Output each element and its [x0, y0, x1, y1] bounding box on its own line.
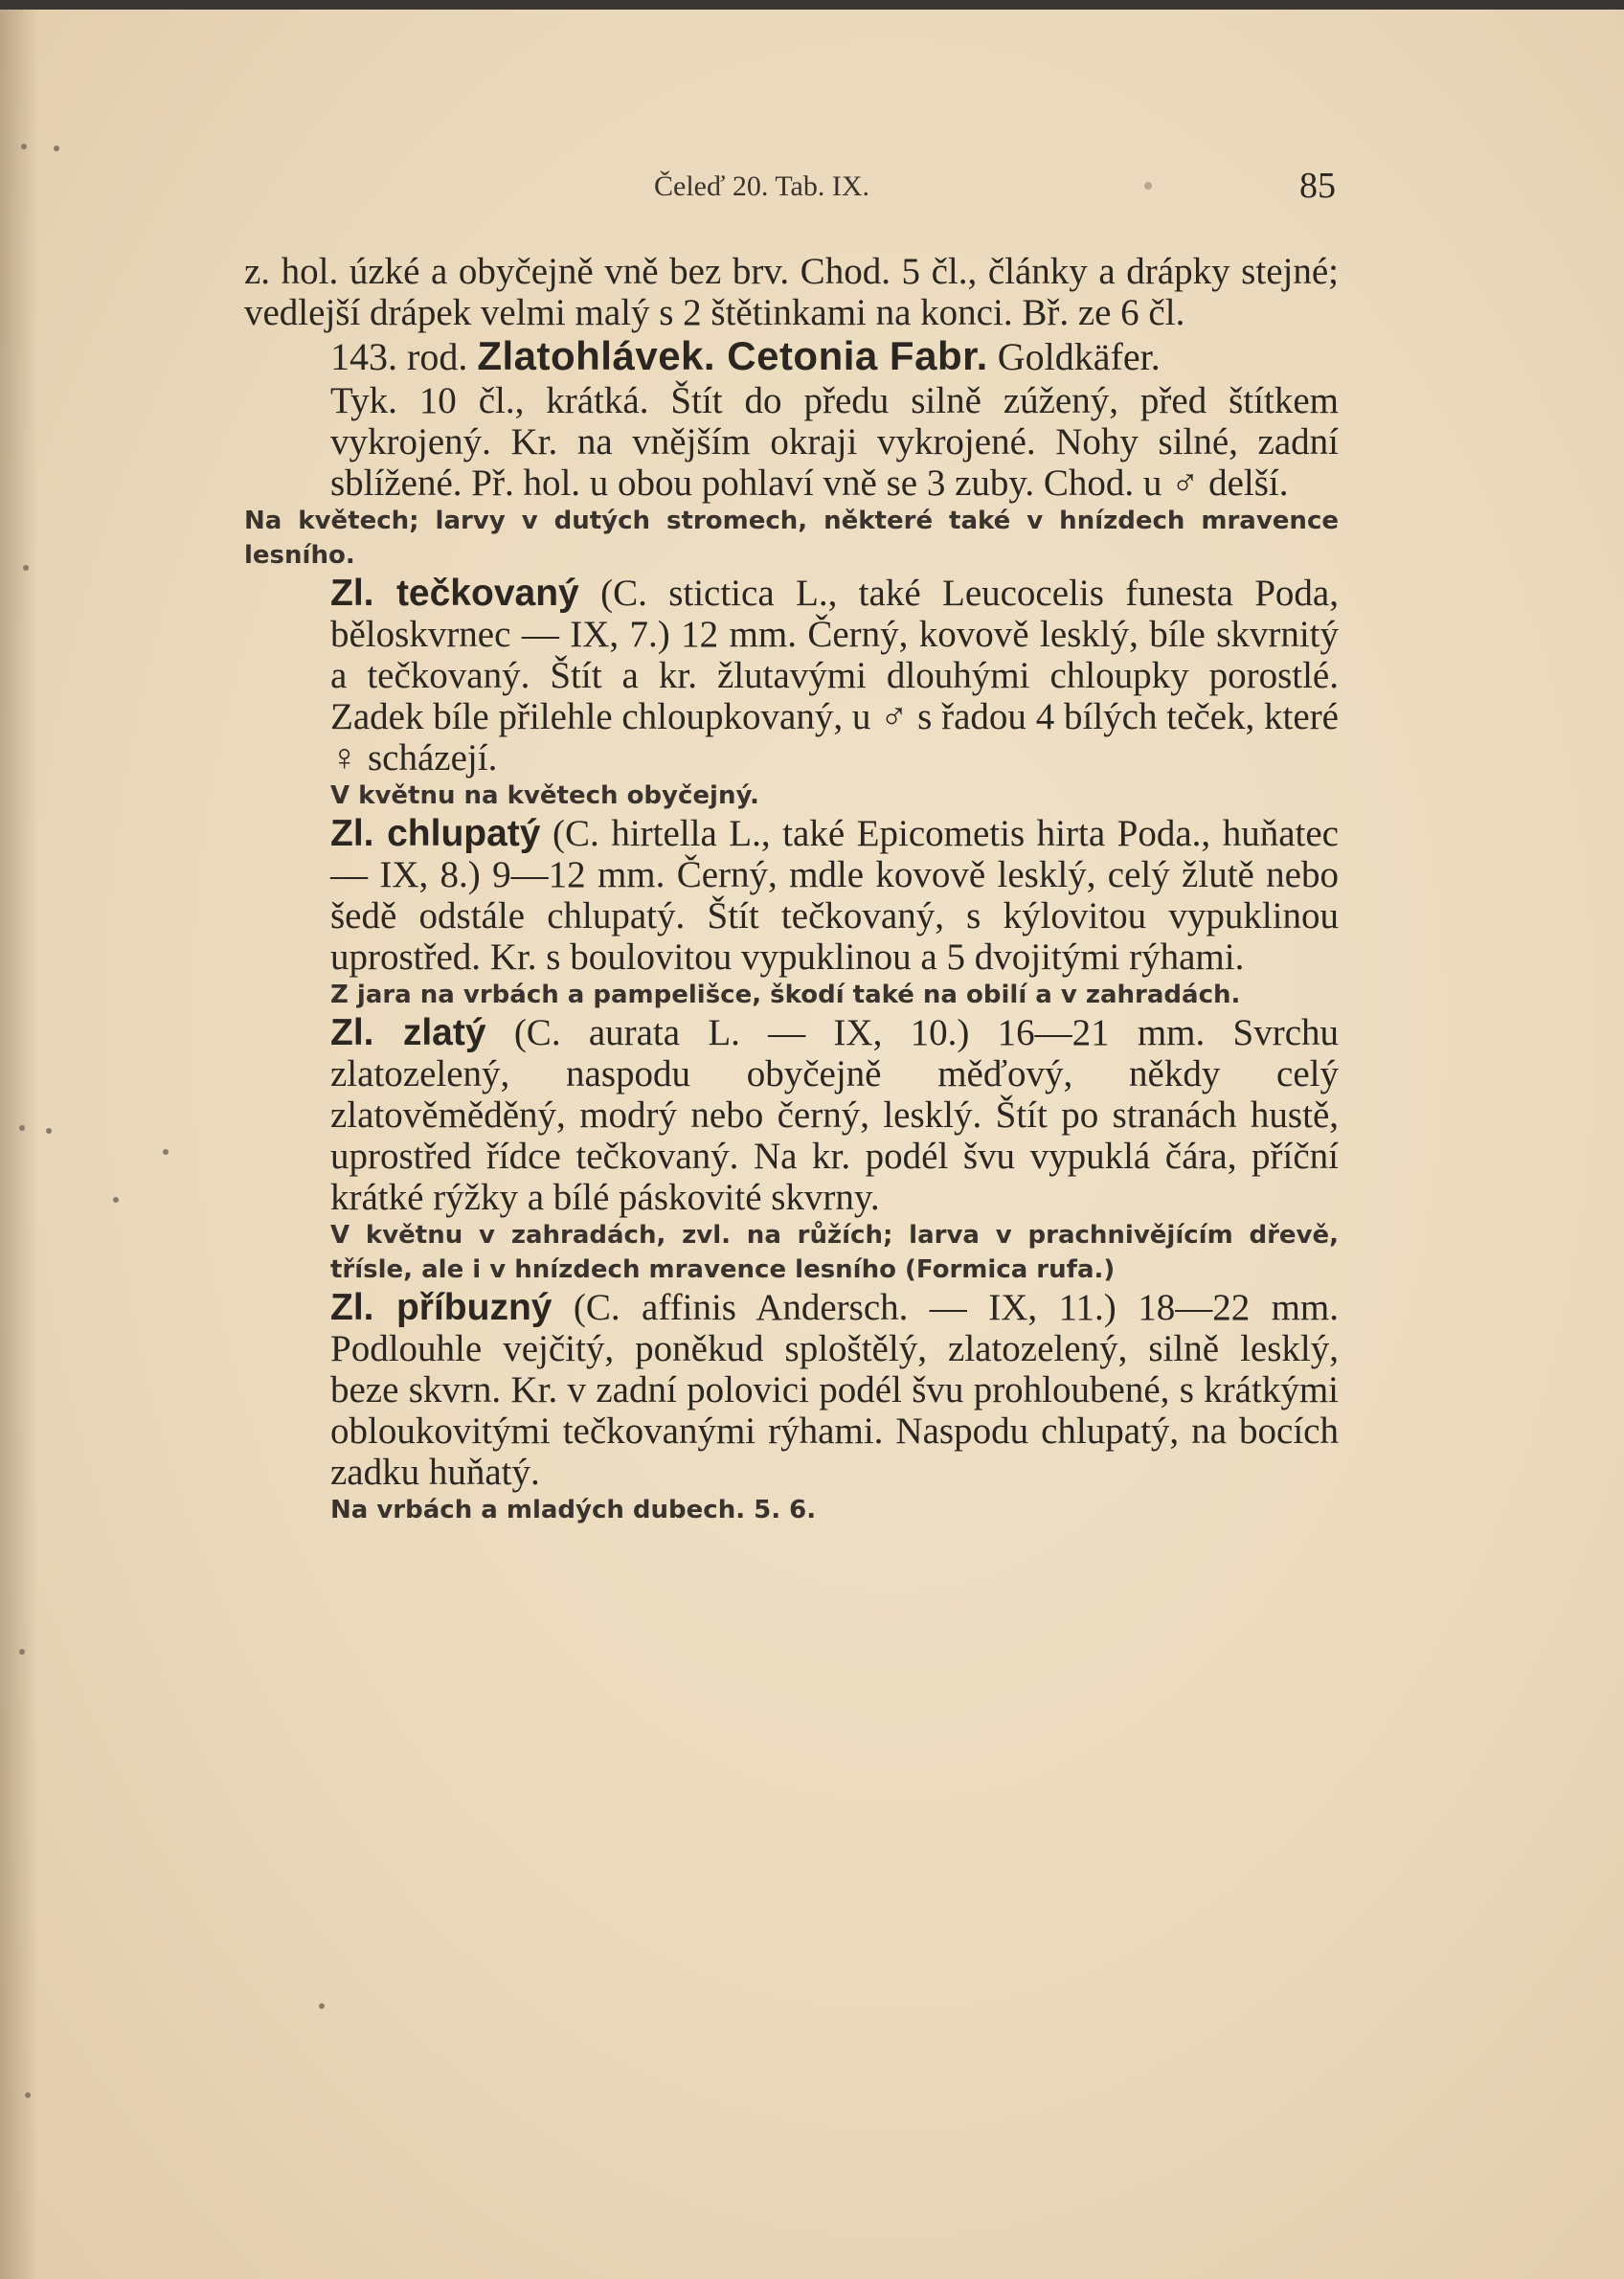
margin-speck [19, 1125, 25, 1131]
species-note: Z jara na vrbách a pampelišce, škodí také na obilí a v zahradách. [330, 981, 1241, 1009]
margin-speck [113, 1197, 119, 1203]
margin-speck [163, 1149, 169, 1155]
species-text: (C. stictica L., také Leucocelis funesta Poda, běloskvrnec — IX, 7.) 12 mm. Černý, kovově lesklý, bíle skvrnitý a tečkovaný. Štít a kr. žlutavými dlouhými chloupky porostlé. Zadek bíle přilehle chloupkovaný, u ♂ s řadou 4 bílých teček, které ♀ scházejí. [330, 573, 1339, 778]
page-number: 85 [1299, 166, 1336, 206]
genus-description: Tyk. 10 čl., krátká. Štít do předu silně zúžený, před štítkem vykrojený. Kr. na vnějším okraji vykrojené. Nohy silné, zadní sblížené. Př. hol. u obou pohlaví vně se 3 zuby. Chod. u ♂ delší. [330, 380, 1339, 504]
running-title: Čeleď 20. Tab. IX. [654, 170, 870, 202]
margin-speck [23, 565, 29, 571]
species-text: (C. hirtella L., také Epicometis hirta Poda., huňatec — IX, 8.) 9—12 mm. Černý, mdle kovově lesklý, celý žlutě nebo šedě odstále chlupatý. Štít tečkovaný, s kýlovitou vypuklinou uprostřed. Kr. s boulovitou vypuklinou a 5 dvojitými rýhami. [330, 813, 1339, 978]
intro-paragraph: z. hol. úzké a obyčejně vně bez brv. Chod. 5 čl., články a drápky stejné; vedlejší drápek velmi malý s 2 štětinkami na konci. Bř. ze 6 čl. [244, 251, 1339, 333]
species-name: Zl. chlupatý [330, 813, 541, 854]
species-note: V květnu na květech obyčejný. [330, 781, 759, 810]
margin-speck [25, 2092, 31, 2098]
species-entry [244, 1012, 1339, 1218]
genus-heading [244, 333, 1339, 380]
genus-german-name: Goldkäfer. [997, 335, 1161, 378]
genus-name: Zlatohlávek. Cetonia Fabr. [477, 333, 988, 378]
page-header [244, 165, 1336, 207]
margin-speck [319, 2003, 325, 2009]
species-name: Zl. příbuzný [330, 1287, 553, 1328]
species-text: (C. affinis Andersch. — IX, 11.) 18—22 mm. Podlouhle vejčitý, poněkud sploštělý, zlatozelený, silně lesklý, beze skvrn. Kr. v zadní polovici podél švu prohloubené, s krátkými obloukovitými tečkovanými rýhami. Naspodu chlupatý, na bocích zadku huňatý. [330, 1287, 1340, 1493]
genus-note: Na květech; larvy v dutých stromech, některé také v hnízdech mravence lesního. [244, 507, 1339, 570]
species-name: Zl. zlatý [330, 1012, 486, 1053]
species-note: Na vrbách a mladých dubech. 5. 6. [330, 1496, 817, 1524]
scan-top-edge [0, 0, 1624, 10]
margin-speck [21, 144, 27, 149]
margin-speck [46, 1128, 52, 1134]
species-name: Zl. tečkovaný [330, 573, 579, 614]
species-text: (C. aurata L. — IX, 10.) 16—21 mm. Svrchu zlatozelený, naspodu obyčejně měďový, někdy celý zlatověměděný, modrý nebo černý, lesklý. Štít po stranách hustě, uprostřed řídce tečkovaný. Na kr. podél švu vypuklá čára, příční krátké rýžky a bílé páskovité skvrny. [330, 1012, 1339, 1218]
binding-shadow [0, 10, 38, 2279]
genus-number: 143. rod. [330, 335, 468, 378]
species-entry [244, 573, 1339, 778]
page-content [244, 251, 1339, 1527]
header-dot [1144, 182, 1152, 190]
species-note: V květnu v zahradách, zvl. na růžích; larva v prachnivějícím dřevě, třísle, ale i v hnízdech mravence lesního (Formica rufa.) [330, 1221, 1339, 1284]
margin-speck [19, 1649, 25, 1655]
margin-speck [54, 146, 59, 151]
species-entry [244, 1287, 1339, 1493]
species-entry [244, 813, 1339, 978]
